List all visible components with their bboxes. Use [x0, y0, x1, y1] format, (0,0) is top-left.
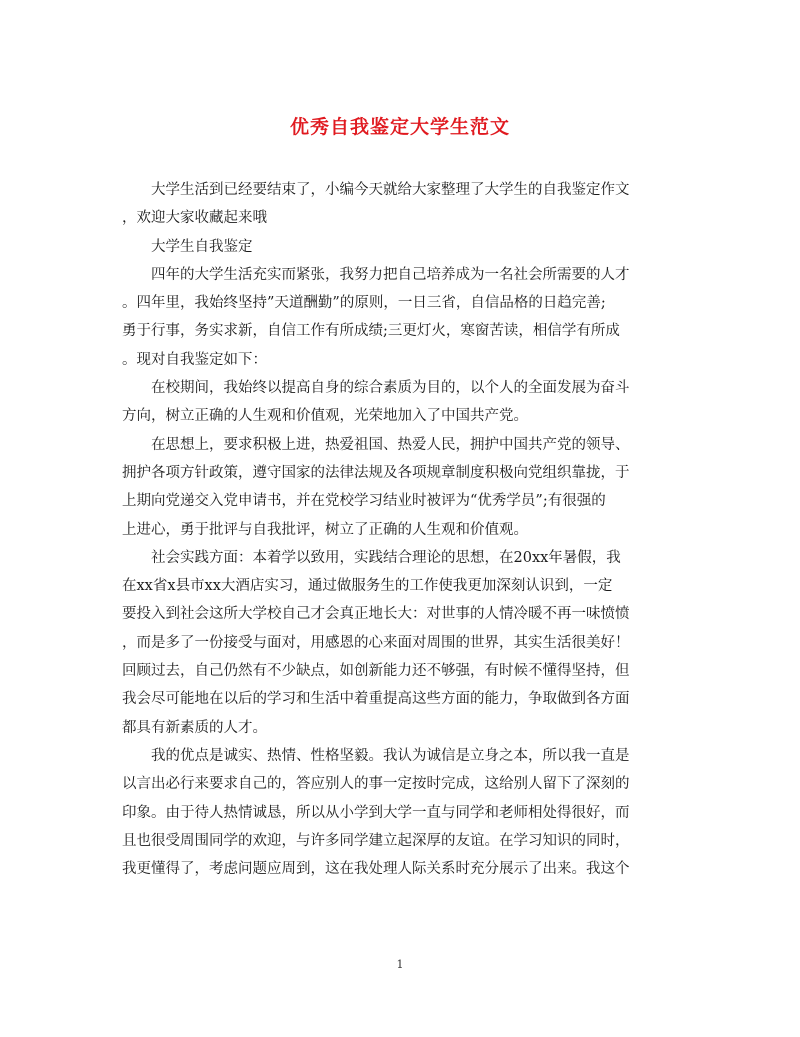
text-line: 在校期间，我始终以提高自身的综合素质为目的，以个人的全面发展为奋斗 — [122, 380, 630, 397]
text-line: ，欢迎大家收藏起来哦 — [122, 210, 267, 227]
page-title: 优秀自我鉴定大学生范文 — [289, 116, 510, 138]
text-line: 大学生活到已经要结束了，小编今天就给大家整理了大学生的自我鉴定作文 — [122, 182, 630, 198]
text-line: 且也很受周围同学的欢迎，与许多同学建立起深厚的友谊。在学习知识的同时， — [122, 832, 630, 849]
text-line: 以言出必行来要求自己的，答应别人的事一定按时完成，这给别人留下了深刻的 — [122, 776, 630, 793]
text-line: 方向，树立正确的人生观和价值观，光荣地加入了中国共产党。 — [122, 408, 528, 425]
text-line: 勇于行事，务实求新，自信工作有所成绩;三更灯火，寒窗苦读，相信学有所成 — [122, 323, 620, 340]
text-line: 我更懂得了，考虑问题应周到，这在我处理人际关系时充分展示了出来。我这个 — [122, 861, 630, 878]
text-line: ，而是多了一份接受与面对，用感恩的心来面对周围的世界，其实生活很美好！ — [122, 634, 630, 651]
text-line: 拥护各项方针政策，遵守国家的法律法规及各项规章制度积极向党组织靠拢，于 — [122, 464, 630, 481]
text-line: 在思想上，要求积极上进，热爱祖国、热爱人民，拥护中国共产党的领导、 — [122, 436, 630, 453]
body-text — [122, 176, 678, 883]
text-line: 在xx省x县市xx大酒店实习，通过做服务生的工作使我更加深刻认识到，一定 — [122, 578, 613, 595]
page-number: 1 — [396, 958, 404, 971]
text-line: 都具有新素质的人才。 — [122, 719, 267, 736]
text-line: 上期向党递交入党申请书，并在党校学习结业时被评为“优秀学员”;有很强的 — [122, 493, 606, 510]
text-line: 大学生自我鉴定 — [122, 238, 253, 255]
text-line: 印象。由于待人热情诚恳，所以从小学到大学一直与同学和老师相处得很好，而 — [122, 804, 630, 821]
text-line: 我会尽可能地在以后的学习和生活中着重提高这些方面的能力，争取做到各方面 — [122, 691, 630, 708]
text-line: 上进心，勇于批评与自我批评，树立了正确的人生观和价值观。 — [122, 521, 528, 538]
text-line: 回顾过去，自己仍然有不少缺点，如创新能力还不够强，有时候不懂得坚持，但 — [122, 663, 630, 680]
text-line: 要投入到社会这所大学校自己才会真正地长大：对世事的人情冷暖不再一味愤愤 — [122, 606, 630, 623]
text-line: 社会实践方面：本着学以致用，实践结合理论的思想，在20xx年暑假，我 — [122, 549, 621, 566]
text-line: 我的优点是诚实、热情、性格坚毅。我认为诚信是立身之本，所以我一直是 — [122, 747, 630, 764]
text-line: 四年的大学生活充实而紧张，我努力把自己培养成为一名社会所需要的人才 — [122, 266, 630, 283]
text-line: 。四年里，我始终坚持”天道酬勤”的原则，一日三省，自信品格的日趋完善; — [122, 295, 606, 312]
text-line: 。现对自我鉴定如下： — [122, 351, 267, 368]
